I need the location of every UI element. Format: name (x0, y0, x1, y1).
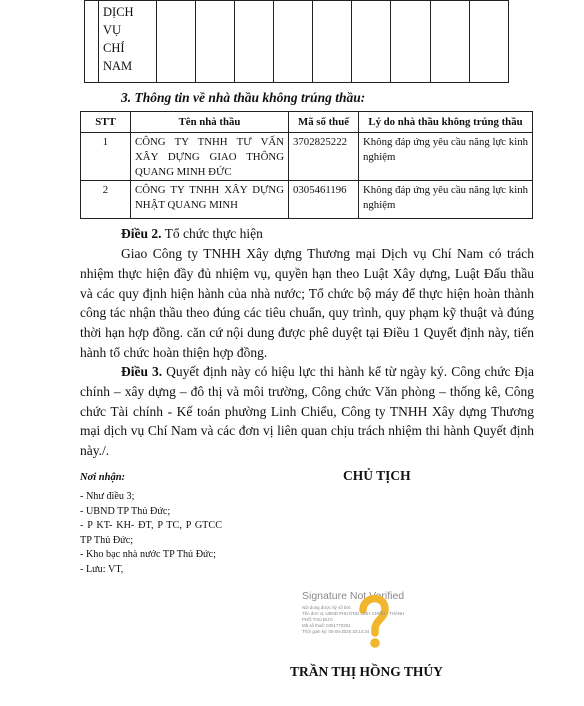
article-3-body: Quyết định này có hiệu lực thi hành kể từ ngày ký. Công chức Địa chính – xây dựng – đô thị và môi trường, Công chức Văn phòng – thống kê, Công chức Tài chính - Kế toán phường Linh Chiểu, Công ty TNHH Xây dựng Thương mại dịch vụ Chí Nam và các đơn vị liên quan chịu trách nhiệm thi hành Quyết định này./. (80, 364, 535, 459)
signature-details (302, 605, 452, 635)
article-2-title: Tổ chức thực hiện (161, 226, 263, 241)
article-2-heading (80, 224, 534, 244)
table-row (85, 1, 509, 83)
table-row (81, 133, 533, 181)
losing-contractors-table (80, 111, 533, 219)
signature-status: Signature Not Verified (302, 590, 405, 602)
signature-detail-line: Thời gian ký: 05-05-2025 10:14:34 (302, 629, 370, 634)
table-cell (431, 1, 470, 83)
digital-signature-stamp (302, 590, 457, 652)
column-header-tax: Mã số thuế (289, 112, 359, 133)
signature-detail-line: Mã số thuế: 0301770251 (302, 623, 351, 628)
cell-name: CÔNG TY TNHH TƯ VẤN XÂY DỰNG GIAO THÔNG QUANG MINH ĐỨC (131, 133, 289, 181)
table-header-row (81, 112, 533, 133)
table-cell (196, 1, 235, 83)
signer-position: CHỦ TỊCH (343, 468, 411, 483)
list-item: - Như điều 3; (80, 491, 135, 502)
cell-reason: Không đáp ứng yêu cầu năng lực kinh nghiệm (359, 133, 533, 181)
recipients-list (80, 490, 222, 577)
cell-tax: 3702825222 (289, 133, 359, 181)
article-3 (80, 362, 534, 461)
table-cell (470, 1, 509, 83)
table-cell (235, 1, 274, 83)
signer-name: TRẦN THỊ HỒNG THÚY (290, 664, 443, 679)
signature-detail-line: Nội dung được ký số bởi: (302, 605, 352, 610)
list-item: - Kho bạc nhà nước TP Thủ Đức; (80, 549, 216, 560)
previous-table-continuation (84, 0, 509, 83)
table-cell (352, 1, 391, 83)
cell-name: CÔNG TY TNHH XÂY DỰNG NHẬT QUANG MINH (131, 181, 289, 219)
signature-detail-line: PHỐ THỦ ĐỨC (302, 617, 333, 622)
cell-reason: Không đáp ứng yêu cầu năng lực kinh nghiệm (359, 181, 533, 219)
column-header-reason: Lý do nhà thầu không trúng thầu (359, 112, 533, 133)
table-cell (313, 1, 352, 83)
table-cell (157, 1, 196, 83)
article-2-label: Điều 2. (121, 226, 162, 241)
signature-detail-line: Tên đơn vị: UBND PHƯỜNG LINH CHIỂU - THÀNH (302, 611, 405, 616)
article-3-label: Điều 3. (121, 364, 163, 379)
list-item: - UBND TP Thủ Đức; (80, 505, 171, 517)
table-cell (391, 1, 431, 83)
cell-tax: 0305461196 (289, 181, 359, 219)
column-header-name: Tên nhà thầu (131, 112, 289, 133)
table-cell-name: DỊCH VỤ CHÍ NAM (99, 1, 157, 83)
table-cell (274, 1, 313, 83)
cell-stt: 1 (81, 133, 131, 181)
list-item: - Lưu: VT, (80, 563, 124, 575)
section-heading: 3. Thông tin về nhà thầu không trúng thầu: (121, 90, 366, 105)
recipients-title: Nơi nhận: (80, 472, 126, 483)
list-item: - P KT- KH- ĐT, P TC, P GTCC TP Thủ Đức; (80, 520, 222, 546)
cell-stt: 2 (81, 181, 131, 219)
table-cell (85, 1, 99, 83)
column-header-stt: STT (81, 112, 131, 133)
article-2-body: Giao Công ty TNHH Xây dựng Thương mại Dịch vụ Chí Nam có trách nhiệm thực hiện đầy đủ nhiệm vụ, quyền hạn theo Luật Xây dựng, Luật Đấu thầu và các quy định hiện hành của nhà nước; Tổ chức bộ máy để thực hiện hoàn thành công tác nhận thầu theo đúng các tiêu chuẩn, quy trình, quy phạm kỹ thuật và đúng thời hạn hợp đồng. căn cứ nội dung được phê duyệt tại Điều 1 Quyết định này, tiến hành tổ chức hoàn thiện hợp đồng. (80, 246, 534, 360)
table-row (81, 181, 533, 219)
